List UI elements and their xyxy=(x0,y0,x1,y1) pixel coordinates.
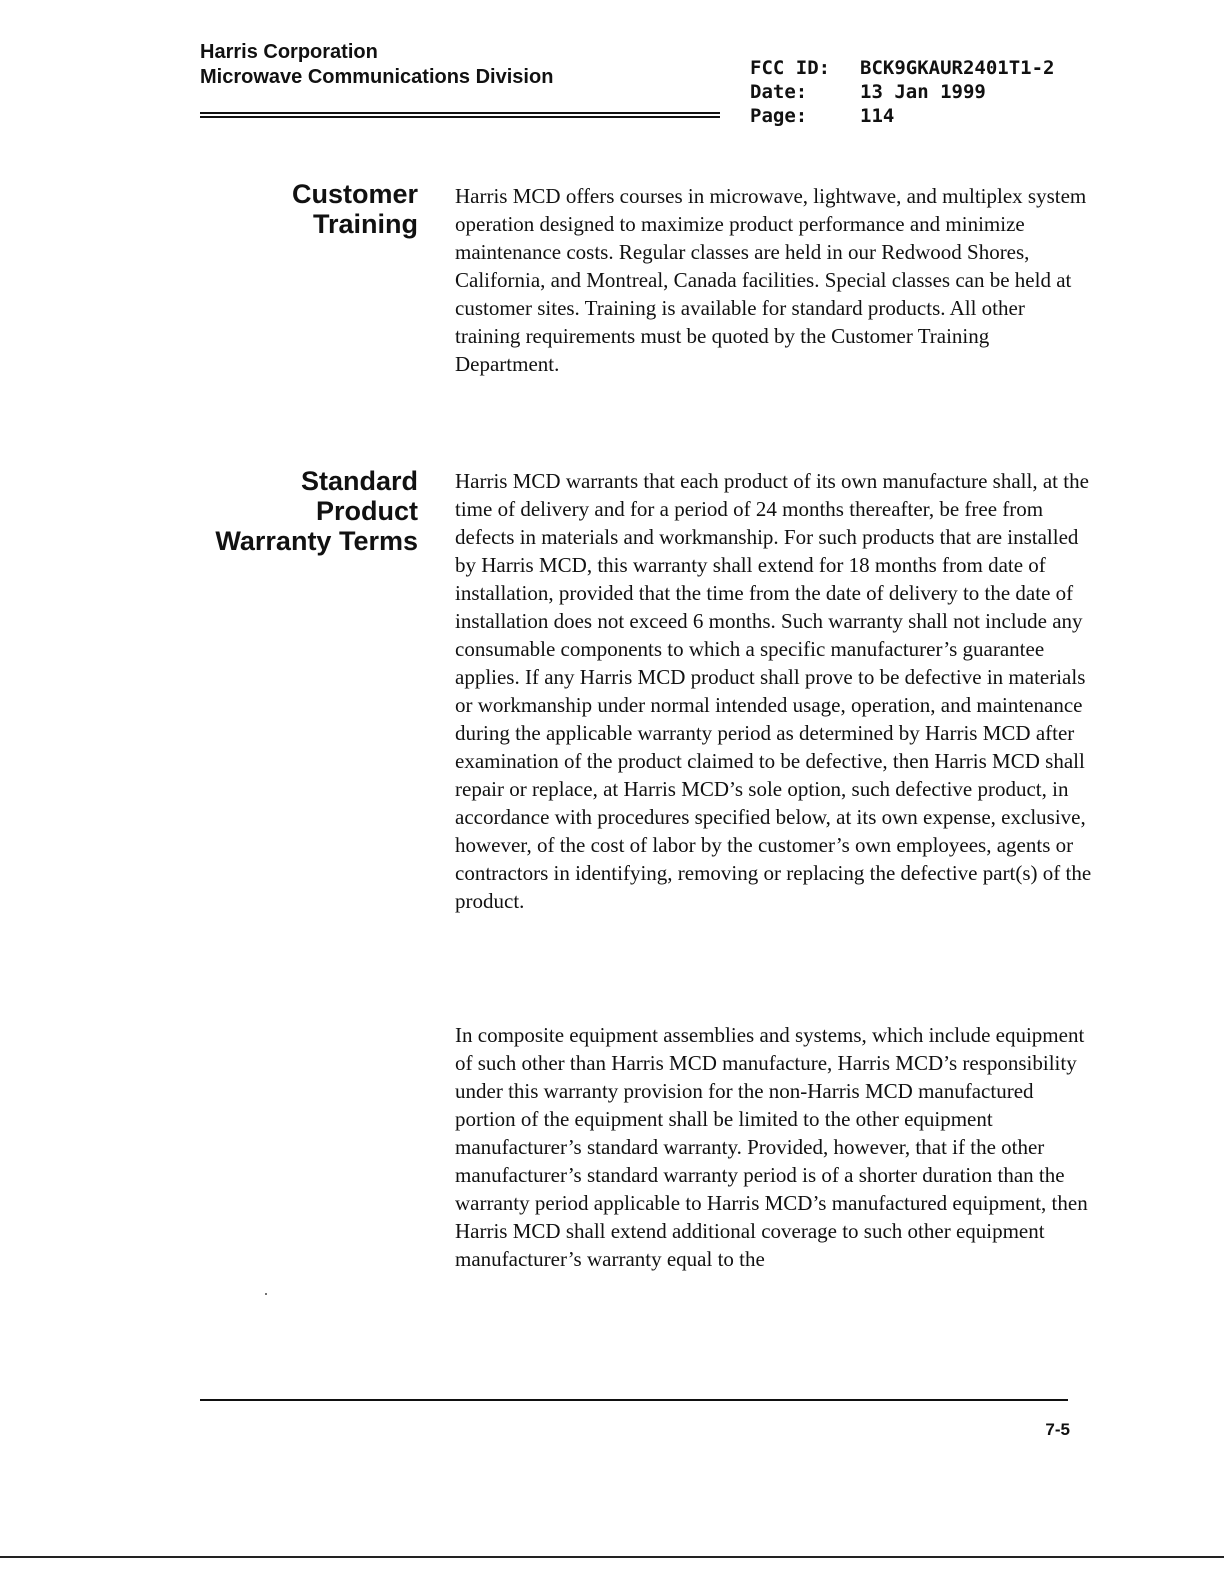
date-row xyxy=(750,80,1130,104)
body-paragraph: In composite equipment assemblies and systems, which include equipment of such other than Harris MCD manufacture, Harris MCD’s responsibility under this warranty provision for the non-Harris MCD manufactured portion of the equipment shall be limited to the other equipment manufacturer’s standard warranty. Provided, however, that if the other manufacturer’s standard warranty period is of a shorter duration than the warranty period applicable to Harris MCD’s manufactured equipment, then Harris MCD shall extend additional coverage to such other equipment manufacturer’s warranty equal to the xyxy=(455,1023,1088,1271)
heading-line: Training xyxy=(312,209,418,239)
page-label: Page: xyxy=(750,105,808,127)
fcc-id-row xyxy=(750,56,1130,80)
section-heading-warranty-terms xyxy=(180,466,418,556)
fcc-id-value: BCK9GKAUR2401T1-2 xyxy=(860,57,1055,79)
scan-speck xyxy=(265,1293,267,1295)
date-value: 13 Jan 1999 xyxy=(860,81,986,103)
body-paragraph: Harris MCD warrants that each product of its own manufacture shall, at the time of delivery and for a period of 24 months thereafter, be free from defects in materials and workmanship. For such products that are installed by Harris MCD, this warranty shall extend for 18 months from date of installation, provided that the time from the date of delivery to the date of installation does not exceed 6 months. Such warranty shall not include any consumable components to which a specific manufacturer’s guarantee applies. If any Harris MCD product shall prove to be defective in materials or workmanship under normal intended usage, operation, and maintenance during the applicable warranty period as determined by Harris MCD after examination of the product claimed to be defective, then Harris MCD shall repair or replace, at Harris MCD’s sole option, such defective product, in accordance with procedures specified below, at its own expense, exclusive, however, of the cost of labor by the customer’s own employees, agents or contractors in identifying, removing or replacing the defective part(s) of the product. xyxy=(455,469,1092,913)
section-body-warranty-terms xyxy=(455,467,1095,915)
date-label: Date: xyxy=(750,81,808,103)
section-body-customer-training xyxy=(455,182,1095,378)
heading-line: Standard xyxy=(300,466,418,496)
page-bottom-rule xyxy=(0,1556,1224,1558)
company-name: Harris Corporation xyxy=(200,41,378,63)
footer-rule xyxy=(200,1399,1068,1401)
footer-page-number: 7-5 xyxy=(1045,1420,1070,1439)
heading-line: Customer xyxy=(291,179,418,209)
header-fcc-block xyxy=(750,56,1130,128)
heading-line: Product xyxy=(315,496,418,526)
section-body-warranty-terms-continued xyxy=(455,1021,1095,1273)
division-name: Microwave Communications Division xyxy=(200,66,554,88)
body-paragraph: Harris MCD offers courses in microwave, lightwave, and multiplex system operation designed to maximize product performance and minimize maintenance costs. Regular classes are held in our Redwood Shores, California, and Montreal, Canada facilities. Special classes can be held at customer sites. Training is available for standard products. All other training requirements must be quoted by the Customer Training Department. xyxy=(455,184,1087,376)
page-value: 114 xyxy=(860,105,895,127)
heading-line: Warranty Terms xyxy=(215,526,418,556)
fcc-id-label: FCC ID: xyxy=(750,57,831,79)
page-row xyxy=(750,104,1130,128)
header-company-block xyxy=(200,40,720,90)
header-double-rule xyxy=(200,112,720,118)
section-heading-customer-training xyxy=(180,179,418,239)
